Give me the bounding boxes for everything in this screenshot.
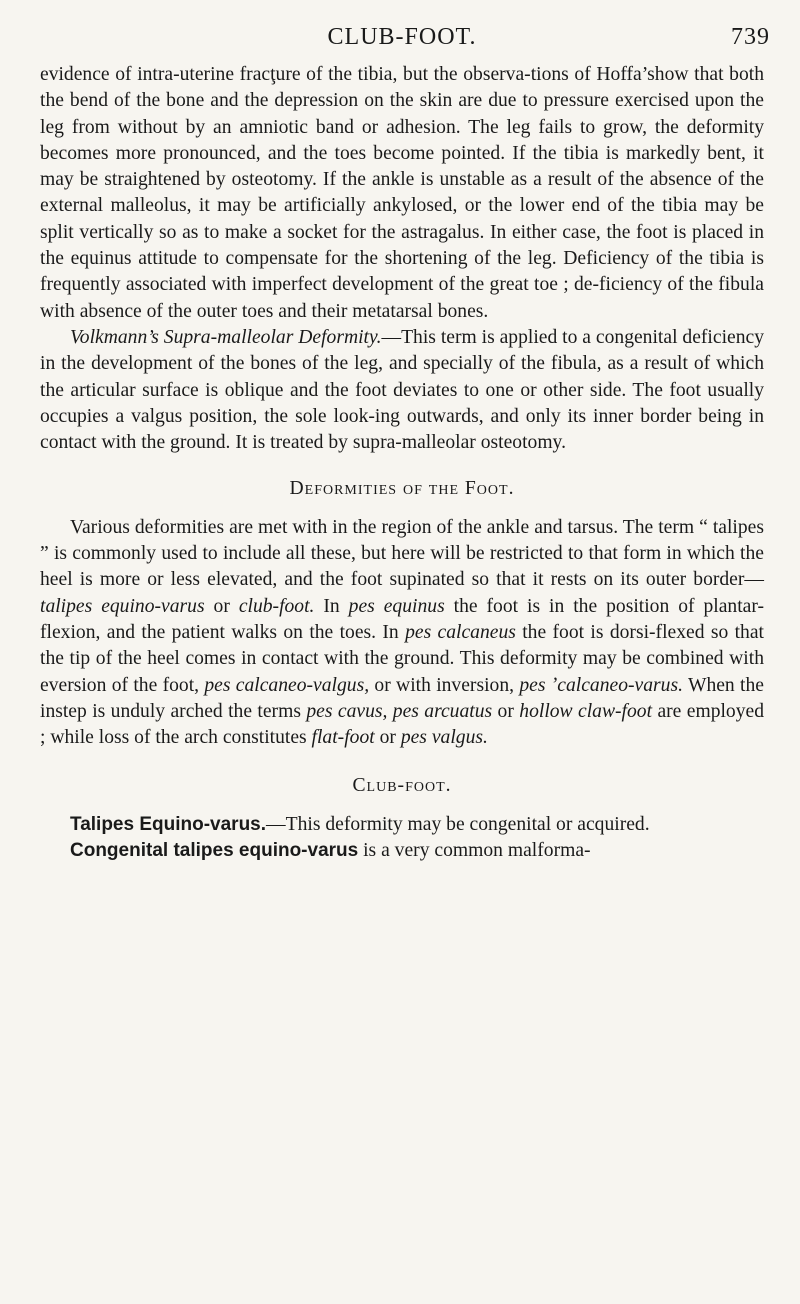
paragraph-volkmann [40,325,764,456]
paragraph-congenital [40,838,764,864]
talipes-text: —This deformity may be congenital or acquired. [266,813,650,835]
congenital-text: is a very common malforma- [358,840,591,862]
section-heading-deformities: Deformities of the Foot. [289,478,515,500]
paragraph-tibia-deficiency: evidence of intra-uterine fracţure of the tibia, but the observa-tions of Hoffa’show that both the bend of the bone and the depression on the skin are due to pressure exercised upon the leg from without by an amniotic band or adhesion. The leg fails to grow, the deformity becomes more pronounced, and the toes become pointed. If the tibia is markedly bent, it may be straightened by osteotomy. If the ankle is unstable as a result of the absence of the external malleolus, it may be artificially ankylosed, or the lower end of the tibia may be split vertically so as to make a socket for the astragalus. In either case, the foot is placed in the equinus attitude to compensate for the shortening of the leg. Deficiency of the tibia is frequently associated with imperfect development of the great toe ; de-ficiency of the fibula with absence of the outer toes and their metatarsal bones. [40,64,764,322]
paragraph-deformities: Various deformities are met with in the region of the ankle and tarsus. The term “ talipes ” is commonly used to include all these, but here will be restricted to that form in which the heel is more or less elevated, and the foot supinated so that it rests on its outer border—talipes equino-varus or club-foot. In pes equinus the foot is in the position of plantar-flexion, and the patient walks on the toes. In pes calcaneus the foot is dorsi-flexed so that the tip of the heel comes in contact with the ground. This deformity may be combined with eversion of the foot, pes calcaneo-valgus, or with inversion, pes ʼcalcaneo-varus. When the instep is unduly arched the terms pes cavus, pes arcuatus or hollow claw-foot are employed ; while loss of the arch constitutes flat-foot or pes valgus. [40,516,765,749]
congenital-heading: Congenital talipes equino-varus [70,840,359,862]
volkmann-text: —This term is applied to a congenital deficiency in the development of the bones of the leg, and specially of the fibula, as a result of which the articular surface is oblique and the foot deviates to one or other side. The foot usually occupies a valgus position, the sole look-ing outwards, and only its inner border being in contact with the ground. It is treated by supra-malleolar osteotomy. [40,326,764,454]
volkmann-heading: Volkmann’s Supra-malleolar Deformity. [70,326,382,348]
body-text [40,62,764,864]
running-title: CLUB-FOOT. [327,24,477,50]
section-heading-club-foot: Club-foot. [352,775,452,797]
page-number: 739 [731,24,770,50]
page [40,18,770,864]
paragraph-talipes-equino-varus [40,812,764,838]
talipes-heading: Talipes Equino-varus. [70,813,267,835]
running-header [40,18,770,62]
